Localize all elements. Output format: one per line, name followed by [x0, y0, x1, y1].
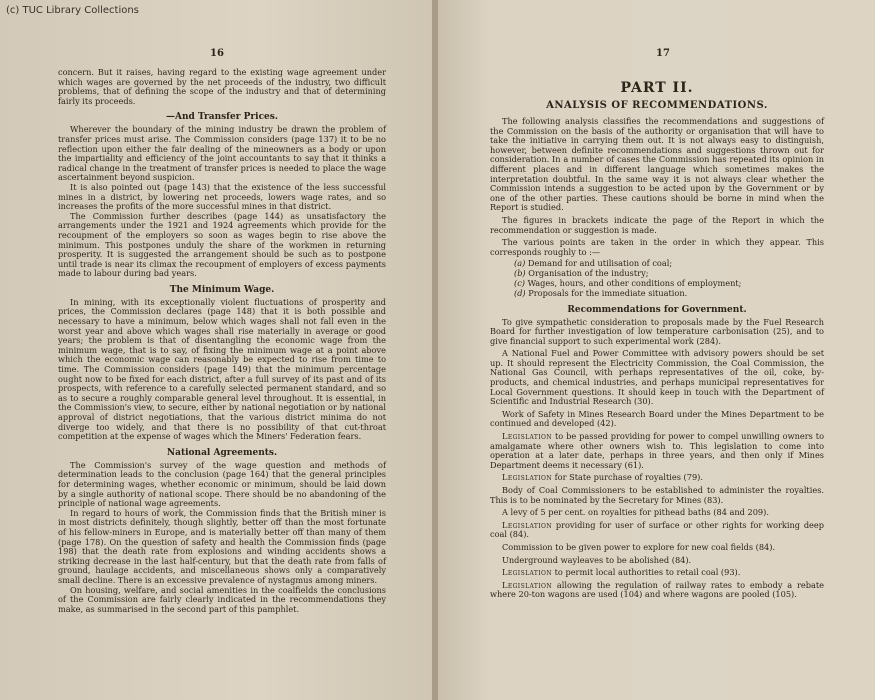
list-item: (b) Organisation of the industry; — [514, 268, 649, 279]
list-item: (a) Demand for and utilisation of coal; — [514, 258, 673, 269]
recommendation: Work of Safety in Mines Research Board under the Mines Department to be continued and developed (42). — [490, 408, 824, 429]
right-page — [438, 0, 875, 700]
heading-national-agreements: National Agreements. — [166, 447, 278, 458]
paragraph: Wherever the boundary of the mining industry be drawn the problem of transfer prices must arise. The Commission considers (page 137) it to be no reflection upon either the fair dealing of the mineowners as a body or upon the impartiality and efficiency of the joint accountants to say that it thinks a radical change in the treatment of transfer prices is needed to place the wage ascertainment beyond suspicion. — [58, 124, 386, 183]
heading-transfer-prices: —And Transfer Prices. — [166, 112, 278, 123]
paragraph: The various points are taken in the order in which they appear. This corresponds roughly to :— — [490, 237, 824, 257]
paragraph: In mining, with its exceptionally violent fluctuations of prosperity and prices, the Commission declares (page 148) that it is both possible and necessary to have a minimum, below which wages shall not fall even in the worst year and above which wages shall rise materially in average or good years; the problem is that of disentangling the economic wage from the minimum wage, that is to say, of fixing the minimum wage at a point above which the economic wage can reasonably be expected to rise from time to time. The Commission considers (page 149) that the minimum percentage ought now to be fixed for each district, after a full survey of its past and of its prospects, with reference to a carefully selected permanent standard, and so as to secure a roughly comparable general level throughout. It is essential, in the Commission's view, to secure, either by national negotiation or by national approval of district negotiations, that the various district minima do not diverge too widely, and that there is no possibility of that cut-throat competition at the expense of wages which the Miners' Federation fears. — [58, 296, 386, 442]
heading-recommendations-government: Recommendations for Government. — [567, 304, 747, 315]
heading-minimum-wage: The Minimum Wage. — [169, 284, 275, 295]
recommendation: Body of Coal Commissioners to be established to administer the royalties. This is to be nominated by the Secretary for Mines (83). — [490, 485, 824, 505]
recommendation: Legislation to permit local authorities to retail coal (93). — [502, 567, 741, 578]
paragraph: The figures in brackets indicate the page of the Report in which the recommendation or suggestion is made. — [490, 214, 824, 235]
list-item: (c) Wages, hours, and other conditions of employment; — [514, 277, 742, 288]
recommendation: Underground wayleaves to be abolished (84). — [502, 554, 692, 565]
paragraph: concern. But it raises, having regard to the existing wage agreement under which wages are governed by the net proceeds of the industry, two difficult problems, that of defining the scope of the industry and that of determining fairly its proceeds. — [58, 67, 386, 106]
recommendation: Legislation providing for user of surface or other rights for working deep coal (84). — [490, 519, 824, 540]
recommendation: A National Fuel and Power Committee with advisory powers should be set up. It should represent the Electricity Commission, the Coal Commission, the National Gas Council, with perhaps representatives of the oil, coke, by-products, and chemical industries, and perhaps municipal representatives for Local Government questions. It should keep in touch with the Department of Scientific and Industrial Research (30). — [490, 348, 824, 407]
category-list — [514, 259, 824, 298]
left-page — [0, 0, 434, 700]
paragraph: In regard to hours of work, the Commission finds that the British miner is in most districts definitely, though slightly, better off than the most fortunate of his fellow-miners in Europe, and is materially better off than many of them (page 178). On the question of safety and health the Commission finds (page 198) that the death rate from explosions and winding accidents shows a striking decrease in the last half-century, but that the death rate from falls of ground, haulage accidents, and miscellaneous shows only a comparatively small decline. There is an excessive prevalence of nystagmus among miners. — [58, 507, 386, 585]
paragraph: On housing, welfare, and social amenities in the coalfields the conclusions of the Commission are fairly clearly indicated in the recommendations they make, as summarised in the second part of this pamphlet. — [58, 584, 386, 614]
recommendation: Legislation allowing the regulation of railway rates to embody a rebate where 20-ton wagons are used (104) and where wagons are pooled (105). — [490, 579, 824, 600]
page-number: 17 — [656, 48, 670, 59]
paragraph: The Commission further describes (page 144) as unsatisfactory the arrangements under the 1921 and 1924 agreements which provide for the recoupment of the employers so soon as wages begin to rise above the minimum. This postpones unduly the share of the workmen in returning prosperity. It is suggested the arrangement should be such as to postpone until trade is near its climax the recoupment of employers of excess payments made to labour during bad years. — [58, 210, 386, 279]
paragraph: It is also pointed out (page 143) that the existence of the less successful mines in a district, by lowering net proceeds, lowers wage rates, and so increases the profits of the more successful mines in that district. — [58, 181, 386, 212]
paragraph: The following analysis classifies the recommendations and suggestions of the Commission on the basis of the authority or organisation that will have to take the initiative in carrying them out. It is not always easy to distinguish, however, between definite recommendations and suggestions thrown out for consideration. In a number of cases the Commission has repeated its opinion in different places and in different language which sometimes makes the interpretation doubtful. In the same way it is not always clear whether the Commission intends a suggestion to be acted upon by the Government or by one of the other parties. These cautions should be borne in mind when the Report is studied. — [490, 116, 824, 213]
recommendation: To give sympathetic consideration to proposals made by the Fuel Research Board for further investigation of low temperature carbonisation (25), and to give financial support to such experimental work (284). — [490, 316, 824, 346]
paragraph: The Commission's survey of the wage question and methods of determination leads to the conclusion (page 164) that the general principles for determining wages, whether economic or minimum, should be laid down by a single authority of national scope. There should be no abandoning of the principle of national wage agreements. — [58, 459, 386, 509]
part-title: PART II. — [620, 80, 694, 96]
recommendation: Commission to be given power to explore for new coal fields (84). — [502, 541, 776, 552]
page-number: 16 — [210, 48, 224, 59]
recommendation: Legislation to be passed providing for power to compel unwilling owners to amalgamate where other owners wish to. This legislation to come into operation at a later date, perhaps in three years, and then only if Mines Department deems it necessary (61). — [490, 431, 824, 470]
recommendation: Legislation for State purchase of royalties (79). — [502, 472, 703, 483]
left-page-text — [58, 68, 386, 614]
right-page-text — [490, 80, 824, 600]
list-item: (d) Proposals for the immediate situation. — [514, 287, 688, 298]
section-title: ANALYSIS OF RECOMMENDATIONS. — [546, 100, 768, 111]
copyright-notice: (c) TUC Library Collections — [6, 5, 139, 16]
recommendation: A levy of 5 per cent. on royalties for pithead baths (84 and 209). — [502, 507, 769, 518]
